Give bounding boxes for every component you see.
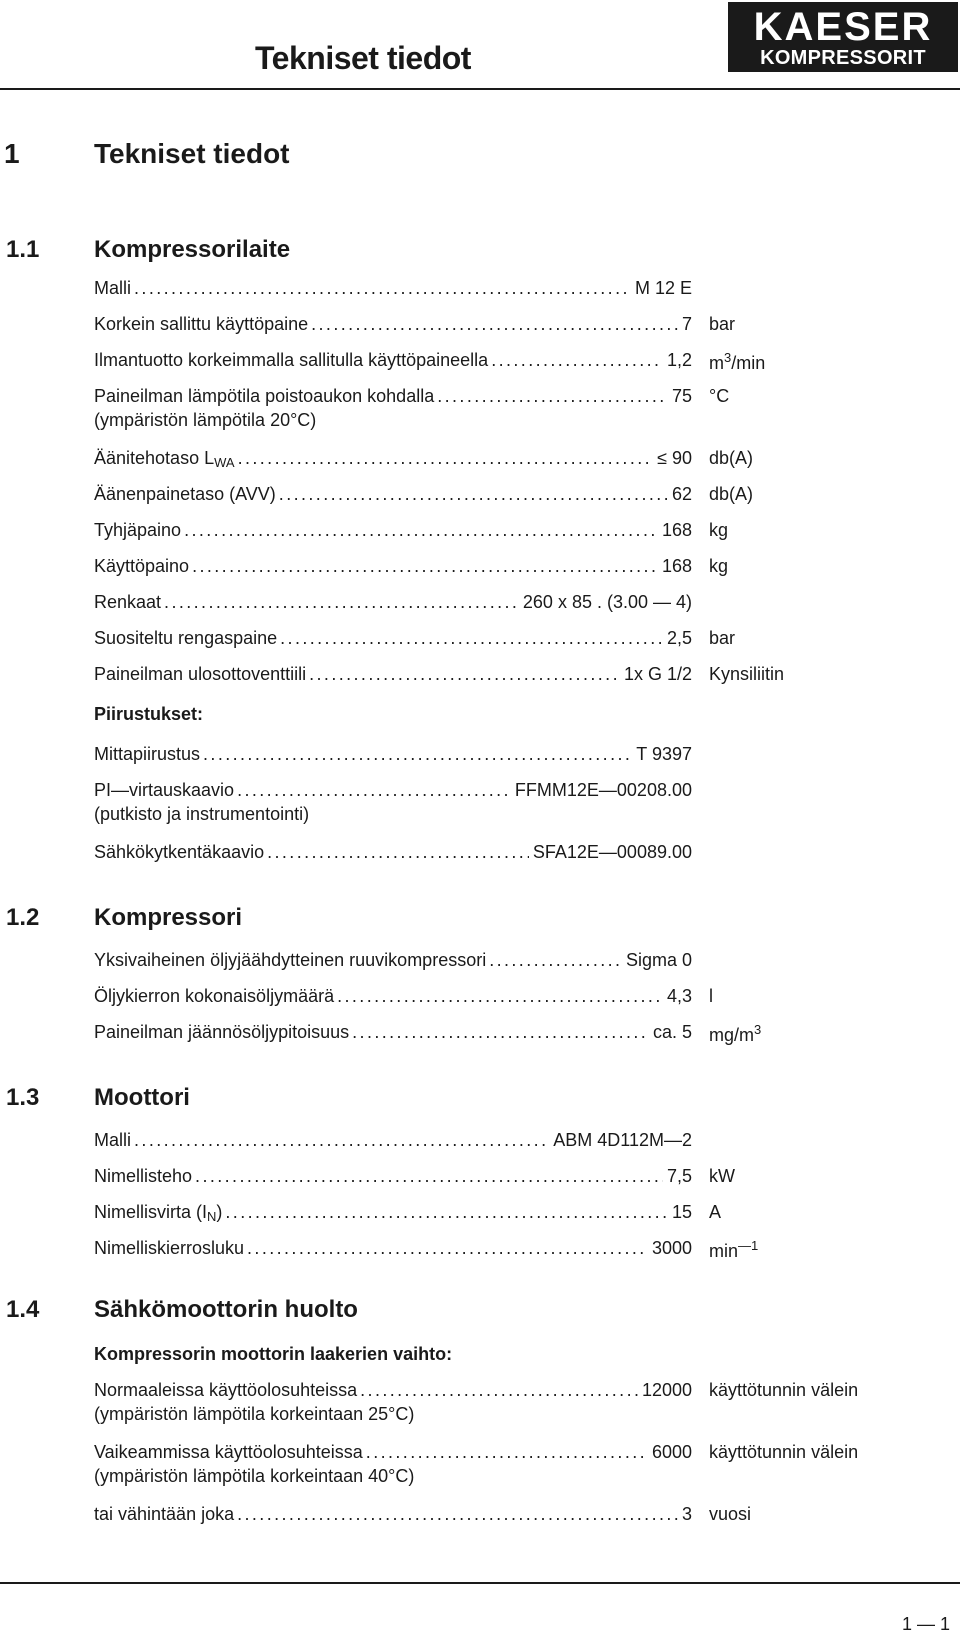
spec-row-normaali: Normaaleissa käyttöolosuhteissa ..... 12000 käyttötunnin välein (ympäristön lämpötila korkeintaan 25°C) bbox=[94, 1380, 874, 1406]
logo-line1: KAESER bbox=[753, 5, 933, 49]
spec-row-ilmantuotto: Ilmantuotto korkeimmalla sallitulla käyttöpaineella ..... 1,2 $m^3/\min$ bbox=[94, 350, 874, 376]
header-rule bbox=[0, 88, 960, 90]
drawings-heading: Piirustukset: bbox=[94, 704, 204, 724]
spec-row-pi-kaavio: PI—virtauskaavio ..... FFMM12E—00208.00 (putkisto ja instrumentointi) bbox=[94, 780, 874, 806]
spec-row-sahkokaavio: Sähkökytkentäkaavio ..... SFA12E—00089.00 bbox=[94, 842, 874, 868]
spec-row-kompressori-tyyppi: Yksivaiheinen öljyjäähdytteinen ruuvikompressori ..... Sigma 0 bbox=[94, 950, 874, 976]
spec-row-kayttopaino: Käyttöpaino ..... 168 kg bbox=[94, 556, 874, 582]
spec-row-vaikea: Vaikeammissa käyttöolosuhteissa ..... 6000 käyttötunnin välein (ympäristön lämpötila korkeintaan 40°C) bbox=[94, 1442, 874, 1468]
spec-row-moottori-malli: Malli ..... ABM 4D112M—2 bbox=[94, 1130, 874, 1156]
logo-line2: KOMPRESSORIT bbox=[760, 47, 926, 69]
spec-row-kayttopaine: Korkein sallittu käyttöpaine ..... 7 bar bbox=[94, 314, 874, 340]
spec-row-malli: Malli ..... M 12 E bbox=[94, 278, 874, 304]
section-heading-1-3: 1.3 Moottori bbox=[6, 1084, 190, 1111]
spec-row-mittapiirustus: Mittapiirustus ..... T 9397 bbox=[94, 744, 874, 770]
page-number: 1 — 1 bbox=[901, 1614, 950, 1634]
footer-rule bbox=[0, 1582, 960, 1584]
bearing-heading: Kompressorin moottorin laakerien vaihto: bbox=[94, 1344, 453, 1364]
chapter-number: 1 bbox=[4, 138, 20, 169]
spec-row-lampotila: Paineilman lämpötila poistoaukon kohdalla ..... 75 °C (ympäristön lämpötila 20°C) bbox=[94, 386, 874, 412]
spec-row-aanitehotaso: Äänitehotaso $L_{WA}$ ..... ≤ 90 db(A) bbox=[94, 448, 874, 474]
spec-row-nimellisvirta: Nimellisvirta $(I_N)$ ..... 15 A bbox=[94, 1202, 874, 1228]
spec-row-nimellisteho: Nimellisteho ..... 7,5 kW bbox=[94, 1166, 874, 1192]
spec-row-oljymaara: Öljykierron kokonaisöljymäärä ..... 4,3 l bbox=[94, 986, 874, 1012]
spec-row-jaannosoljy: Paineilman jäännösöljypitoisuus ..... ca. 5 $mg/m^3$ bbox=[94, 1022, 874, 1048]
kaeser-logo bbox=[728, 2, 958, 72]
spec-row-renkaat: Renkaat ..... 260 x 85 . (3.00 — 4) bbox=[94, 592, 874, 618]
spec-row-kierrosluku: Nimelliskierrosluku ..... 3000 $\min^{—1}$ bbox=[94, 1238, 874, 1264]
section-heading-1-4: 1.4 Sähkömoottorin huolto bbox=[6, 1296, 358, 1323]
section-heading-1-2: 1.2 Kompressori bbox=[6, 904, 243, 931]
chapter-title: Tekniset tiedot bbox=[94, 138, 290, 169]
spec-row-tyhjapaino: Tyhjäpaino ..... 168 kg bbox=[94, 520, 874, 546]
spec-row-vahintaan: tai vähintään joka ..... 3 vuosi bbox=[94, 1504, 874, 1530]
header-title: Tekniset tiedot bbox=[255, 40, 471, 76]
spec-row-rengaspaine: Suositeltu rengaspaine ..... 2,5 bar bbox=[94, 628, 874, 654]
spec-row-aanenpaine: Äänenpainetaso (AVV) ..... 62 db(A) bbox=[94, 484, 874, 510]
spec-row-venttiili: Paineilman ulosottoventtiili ..... 1x G 1/2 Kynsiliitin bbox=[94, 664, 874, 690]
section-heading-1-1: 1.1 Kompressorilaite bbox=[6, 236, 291, 263]
